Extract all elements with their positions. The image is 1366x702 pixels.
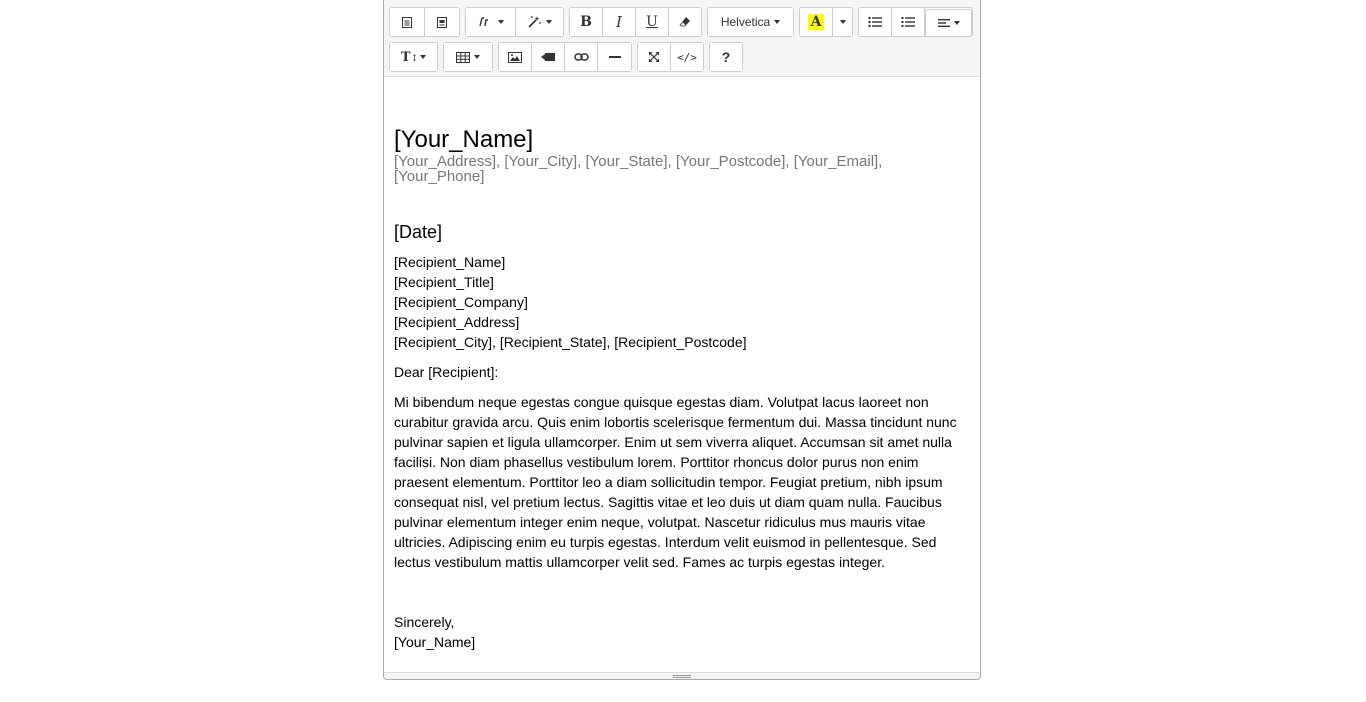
chevron-down-icon xyxy=(420,55,426,59)
underline-button[interactable] xyxy=(636,8,669,36)
recipient-block xyxy=(394,252,747,352)
font-style-group xyxy=(569,7,702,37)
magic-icon xyxy=(527,15,542,29)
link-icon xyxy=(574,52,589,62)
chevron-down-icon xyxy=(498,20,504,24)
bold-button[interactable] xyxy=(570,8,603,36)
template-alt-button[interactable] xyxy=(425,8,459,36)
help-group xyxy=(709,42,743,72)
highlight-color-button[interactable] xyxy=(800,8,833,36)
view-group xyxy=(637,42,704,72)
recipient-city-state: [Recipient_City], [Recipient_State], [Recipient_Postcode] xyxy=(394,334,747,350)
magic-dropdown-button[interactable] xyxy=(516,8,563,36)
color-dropdown-button[interactable] xyxy=(833,8,852,36)
resize-grip-icon[interactable] xyxy=(673,675,691,680)
template-icon xyxy=(401,16,413,29)
recipient-name: [Recipient_Name] xyxy=(394,254,506,270)
code-view-icon: </> xyxy=(677,50,697,64)
table-icon xyxy=(456,52,470,63)
color-group xyxy=(799,7,853,37)
text-size-label: T xyxy=(400,49,411,65)
letter-body: Mi bibendum neque egestas congue quisque egestas diam. Volutpat lacus laoreet non curabitur gravida arcu. Quis enim lobortis scelerisque fermentum dui. Massa tincidunt nunc pulvinar sapien et ligula ullamcorper. Enim ut sem viverra aliquet. Accumsan sit amet nulla facilisi. Non diam phasellus vestibulum lorem. Porttitor rhoncus dolor purus non enim praesent elementum. Porttitor leo a diam sollicitudin tempor. Feugiat pretium, nibh ipsum consequat nisl, vel pretium lectus. Sagittis vitae et leo duis ut diam quam nulla. Faucibus pulvinar elementum integer enim neque, volutpat. Nascetur ridiculus mus mauris vitae ultricies. Adipiscing enim eu turpis egestas. Interdum velit euismod in pellentesque. Sed lectus vestibulum mattis ullamcorper velit sed. Fames ac turpis egestas integer. xyxy=(394,394,957,570)
sender-contact: [Your_Address], [Your_City], [Your_State], [Your_Postcode], [Your_Email], [Your_Phone] xyxy=(394,153,883,185)
closing: Sincerely, xyxy=(394,614,455,630)
eraser-icon xyxy=(679,16,691,28)
unordered-list-button[interactable] xyxy=(859,8,892,36)
help-button[interactable] xyxy=(710,43,742,71)
unordered-list-icon xyxy=(868,16,882,28)
template-button[interactable] xyxy=(390,8,425,36)
insert-video-button[interactable] xyxy=(532,43,565,71)
image-icon xyxy=(508,52,522,63)
chevron-down-icon xyxy=(474,55,480,59)
hr-icon xyxy=(609,55,621,59)
style-group xyxy=(465,7,564,37)
style-icon xyxy=(478,16,492,29)
help-icon: ? xyxy=(721,49,731,65)
recipient-title: [Recipient_Title] xyxy=(394,274,494,290)
ordered-list-button[interactable] xyxy=(892,8,925,36)
fullscreen-icon xyxy=(648,51,660,63)
text-size-icon: T↕ xyxy=(400,49,419,65)
chevron-down-icon xyxy=(774,20,780,24)
chevron-down-icon xyxy=(954,21,960,25)
align-dropdown-button[interactable] xyxy=(925,9,972,37)
eraser-button[interactable] xyxy=(669,8,701,36)
font-name-group xyxy=(707,7,794,37)
insert-group xyxy=(498,42,632,72)
text-size-group xyxy=(389,42,438,72)
italic-button[interactable] xyxy=(603,8,636,36)
fullscreen-button[interactable] xyxy=(638,43,671,71)
text-size-dropdown-button[interactable] xyxy=(390,43,437,71)
video-icon xyxy=(541,52,555,62)
chevron-down-icon xyxy=(840,20,846,24)
align-icon xyxy=(938,18,950,28)
insert-image-button[interactable] xyxy=(499,43,532,71)
paragraph-group xyxy=(858,7,973,37)
underline-icon: U xyxy=(646,14,658,30)
ordered-list-icon xyxy=(901,16,915,28)
chevron-down-icon xyxy=(546,20,552,24)
recipient-company: [Recipient_Company] xyxy=(394,294,528,310)
table-dropdown-button[interactable] xyxy=(444,43,492,71)
template-alt-icon xyxy=(436,16,448,29)
template-group xyxy=(389,7,460,37)
rich-text-editor xyxy=(383,0,981,680)
italic-icon: I xyxy=(616,13,622,31)
bold-icon: B xyxy=(580,14,592,30)
style-dropdown-button[interactable] xyxy=(466,8,516,36)
editor-statusbar xyxy=(384,672,980,680)
font-name-dropdown[interactable] xyxy=(708,8,793,36)
letter-date: [Date] xyxy=(394,222,443,242)
recipient-address: [Recipient_Address] xyxy=(394,314,520,330)
sender-name: [Your_Name] xyxy=(394,126,534,153)
insert-link-button[interactable] xyxy=(565,43,598,71)
font-name-label: Helvetica xyxy=(720,15,771,29)
table-group xyxy=(443,42,493,72)
editor-toolbar xyxy=(384,0,980,77)
signature: [Your_Name] xyxy=(394,634,476,650)
code-view-button[interactable] xyxy=(671,43,703,71)
highlight-icon: A xyxy=(808,14,825,30)
greeting: Dear [Recipient]: xyxy=(394,364,499,380)
horizontal-rule-button[interactable] xyxy=(598,43,631,71)
